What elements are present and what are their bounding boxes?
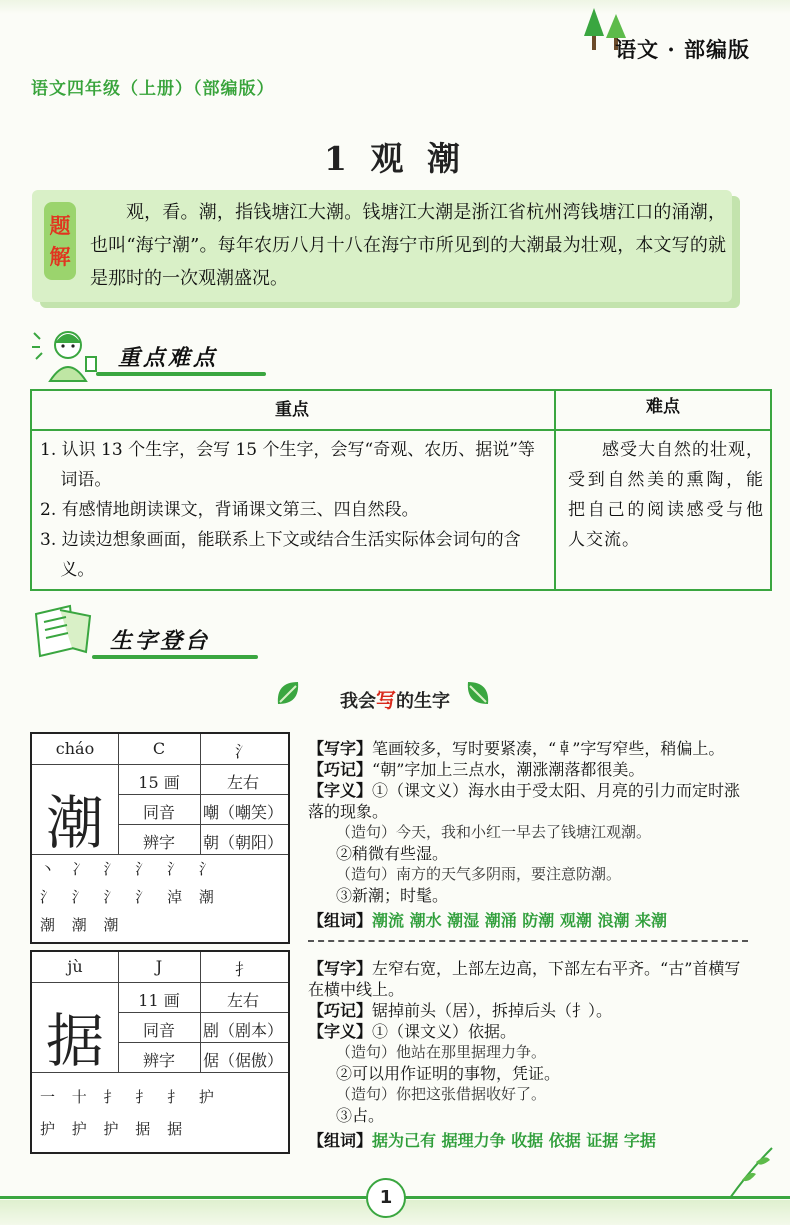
note-sense-2: ②可以用作证明的事物，凭证。: [336, 1064, 561, 1083]
book-icon: [30, 600, 100, 660]
key-item: 2. 有感情地朗读课文，背诵课文第三、四自然段。: [40, 500, 419, 520]
divider: [308, 940, 748, 942]
key-points-underline: [96, 372, 266, 376]
structure: 左右: [226, 991, 259, 1010]
note-sense-3: ③新潮；时髦。: [336, 886, 449, 905]
stroke-count: 15 画: [138, 773, 180, 792]
hard-text: 感受大自然的壮观，受到自然美的熏陶，能把自己的阅读感受与他人交流。: [568, 440, 764, 550]
initial: C: [152, 739, 166, 758]
stroke-order-line: 护 护 护 据 据: [40, 1120, 189, 1138]
pinyin: jù: [67, 957, 83, 976]
teacher-icon: [28, 323, 98, 383]
note-xiezi: 笔画较多，写时要紧凑，“𠦝”字写窄些，稍偏上。: [372, 739, 725, 758]
top-band: [0, 0, 790, 14]
tag-xiezi: 【写字】: [308, 739, 373, 758]
distinguish-label: 辨字: [142, 1051, 175, 1070]
key-item: 3. 边读边想象画面，能联系上下文或结合生活实际体会词句的含义。: [40, 530, 521, 580]
intro-tag: [44, 202, 76, 280]
intro-text: 观，看。潮，指钱塘江大潮。钱塘江大潮是浙江省杭州湾钱塘江口的涌潮，也叫“海宁潮”。每年农历八月十八在海宁市所见到的大潮最为壮观，本文写的就是那时的一次观潮盛况。: [90, 202, 726, 289]
subject-label: 语文 · 部编版: [615, 37, 750, 62]
vine-icon: [720, 1140, 780, 1200]
distinguish: 朝（朝阳）: [202, 833, 283, 852]
note-qiaoji: 锯掉前头（居），拆掉后头（扌）。: [372, 1001, 613, 1020]
note-words: 据为己有 据理力争 收据 依据 证据 字据: [372, 1131, 656, 1150]
stroke-count: 11 画: [138, 991, 180, 1010]
initial: J: [155, 957, 163, 976]
char-card-ju: [30, 950, 290, 1154]
lesson-title: 1 观 潮: [324, 139, 466, 178]
page-number: 1: [366, 1178, 406, 1218]
grade-line: 语文四年级（上册）（部编版）: [31, 79, 275, 99]
homophone: 嘲（嘲笑）: [202, 803, 283, 822]
intro-box: [32, 190, 732, 302]
radical: 氵: [234, 742, 251, 761]
tag-qiaoji: 【巧记】: [308, 760, 373, 779]
char-notes-ju: [308, 958, 748, 1151]
new-chars-title: 生字登台: [110, 629, 211, 654]
leaf-icon: [464, 678, 494, 708]
stroke-order-line: 潮 潮 潮: [40, 916, 125, 934]
key-points-title: 重点难点: [118, 346, 219, 371]
note-sense-1: ①（课文义）依据。: [372, 1022, 517, 1041]
note-example-2: （造句）你把这张借据收好了。: [336, 1085, 547, 1103]
note-xiezi: 左窄右宽，上部左边高，下部左右平齐。“古”首横写在横中线上。: [308, 959, 741, 999]
new-chars-underline: [92, 655, 258, 659]
homophone-label: 同音: [142, 803, 175, 822]
stroke-order-line: 一 十 扌 扌 扌 护: [40, 1088, 220, 1106]
homophone-label: 同音: [142, 1021, 175, 1040]
big-char: 据: [45, 1007, 104, 1075]
note-sense-2: ②稍微有些湿。: [336, 844, 449, 863]
note-example-1: （造句）今天，我和小红一早去了钱塘江观潮。: [336, 823, 652, 841]
tag-zuci: 【组词】: [308, 911, 373, 930]
distinguish: 倨（倨傲）: [202, 1051, 283, 1070]
stroke-order-line: 氵 氵 氵 氵 淖 潮: [40, 888, 220, 906]
char-card-chao: [30, 732, 290, 944]
char-notes-chao: [308, 738, 748, 931]
hard-cell: [555, 430, 771, 590]
intro-tag-char-1: 题: [49, 213, 71, 238]
structure: 左右: [226, 773, 259, 792]
note-sense-3: ③占。: [336, 1106, 385, 1125]
tag-ziyi: 【字义】: [308, 781, 373, 800]
tag-xiezi: 【写字】: [308, 959, 373, 978]
col-hard-header: 难点: [555, 390, 771, 430]
col-key-header: 重点: [31, 390, 555, 430]
radical: 扌: [234, 960, 251, 979]
tag-qiaoji: 【巧记】: [308, 1001, 373, 1020]
note-qiaoji: “朝”字加上三点水，潮涨潮落都很美。: [372, 760, 645, 779]
tag-ziyi: 【字义】: [308, 1022, 373, 1041]
key-items-cell: [31, 430, 555, 590]
note-sense-1: ①（课文义）海水由于受太阳、月亮的引力而定时涨落的现象。: [308, 781, 741, 821]
homophone: 剧（剧本）: [202, 1021, 283, 1040]
note-example-1: （造句）他站在那里据理力争。: [336, 1043, 547, 1061]
intro-tag-char-2: 解: [49, 244, 71, 269]
note-example-2: （造句）南方的天气多阴雨，要注意防潮。: [336, 865, 622, 883]
big-char: 潮: [45, 789, 104, 857]
distinguish-label: 辨字: [142, 833, 175, 852]
pinyin: cháo: [55, 739, 95, 758]
sub-title: [0, 684, 790, 713]
note-words: 潮流 潮水 潮湿 潮涌 防潮 观潮 浪潮 来潮: [372, 911, 668, 930]
key-item: 1. 认识 13 个生字，会写 15 个生字，会写“奇观、农历、据说”等词语。: [40, 440, 535, 490]
tag-zuci: 【组词】: [308, 1131, 373, 1150]
key-points-table: [30, 389, 772, 591]
sub-title-post: 的生字: [396, 691, 450, 712]
sub-title-pre: 我会: [340, 691, 376, 712]
sub-title-highlight: 写: [376, 688, 396, 712]
stroke-order-line: 丶 冫 氵 氵 氵 氵: [40, 860, 220, 878]
